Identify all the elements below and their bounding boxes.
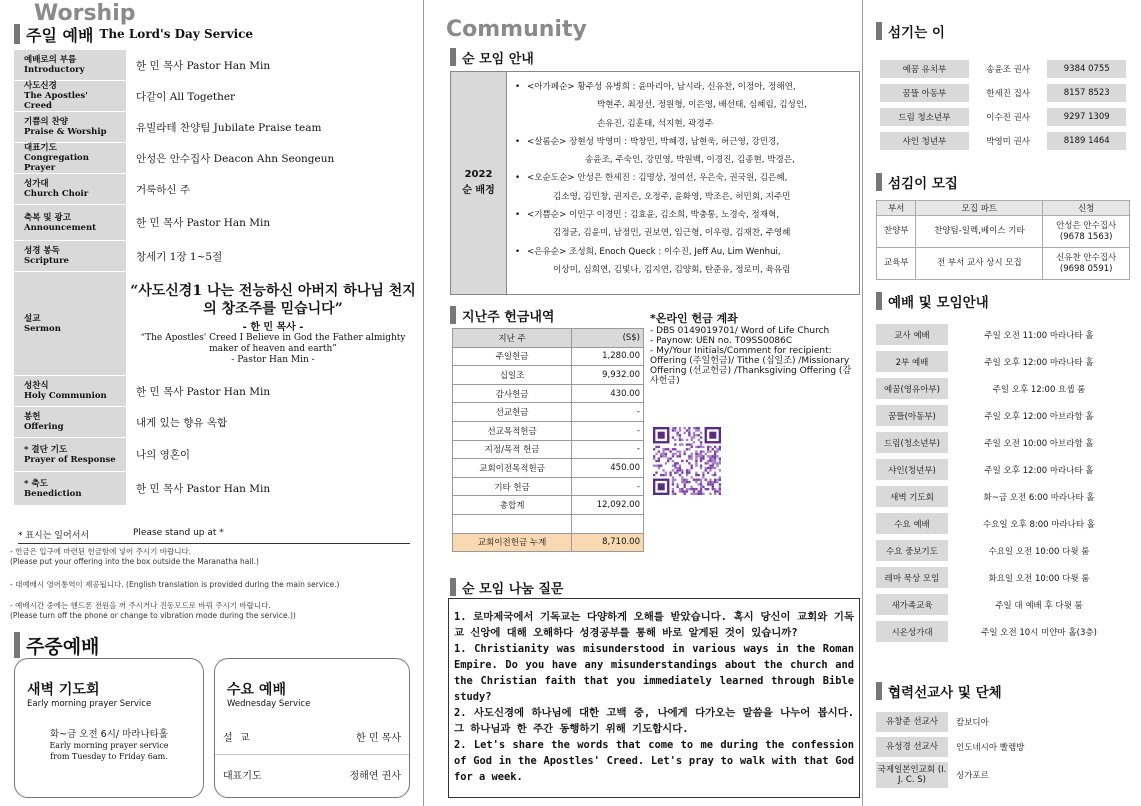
order-row <box>14 50 420 81</box>
table-row: 국제일본인교회 (I. J. C. S) 싱가포르 <box>876 762 1130 788</box>
qr-code-icon <box>653 427 721 495</box>
section-bar <box>14 632 20 658</box>
order-label: 성경 봉독 Scripture <box>14 241 126 271</box>
question-text: 2. 사도신경에 하나님에 대한 고백 중, 나에게 다가오는 말씀을 나누어 봅시다. 그 하나님과 한 주간 동행하기 위해 기도합시다. <box>454 707 854 735</box>
column-divider <box>423 0 424 806</box>
missions-section-title: 협력선교사 및 단체 <box>876 682 1002 700</box>
servers-column <box>864 0 1141 806</box>
order-value: 나의 영혼이 <box>136 449 191 461</box>
translation-note: - 대예배시 영어통역이 제공됩니다. (English translation is provided during the main service.) <box>10 580 340 589</box>
midweek-section-title: 주중예배 <box>14 632 99 658</box>
table-row: 교사 예배 주일 오전 11:00 마라나타 홀 <box>876 324 1130 345</box>
offering-section-title: 지난주 헌금내역 <box>450 306 554 324</box>
table-row: 감사헌금 430.00 <box>453 384 644 403</box>
order-label: 대표기도 Congregation Prayer <box>14 143 126 173</box>
order-row <box>14 472 420 506</box>
order-label: 성가대 Church Choir <box>14 174 126 204</box>
order-value: 다같이 All Together <box>136 90 236 103</box>
order-row <box>14 112 420 143</box>
table-row: 새가족교육 주일 대 예배 후 다윗 룸 <box>876 594 1130 615</box>
wed-row: 대표기도 정해연 권사 <box>223 771 401 782</box>
online-offering-info <box>650 314 855 386</box>
sermon-pastor-en: - Pastor Han Min - <box>231 354 315 365</box>
missions-table <box>876 707 1130 793</box>
order-row <box>14 241 420 272</box>
order-label: 사도신경 The Apostles' Creed <box>14 81 126 111</box>
stand-note: * 표시는 일어서서 Please stand up at * <box>18 528 410 544</box>
offering-note: - 헌금은 입구에 마련된 헌금함에 넣어 주시기 바랍니다. (Please put your offering into the box outside the Maranatha hall.) <box>10 547 259 566</box>
question-section-title: 순 모임 나눔 질문 <box>450 578 563 596</box>
order-value: 유빌라테 찬양팀 Jubilate Praise team <box>136 121 322 134</box>
schedule-section-title: 예배 및 모임안내 <box>876 292 989 310</box>
list-item: • <오순도순> 안성은 한세진 : 김명상, 정여선, 우은숙, 권국원, 김은혜, 김소영, 김민창, 권지은, 오정주, 윤화영, 박조은, 허민회, 지주민 <box>515 173 791 202</box>
order-label: 기쁨의 찬양 Praise & Worship <box>14 112 126 142</box>
recruit-section-title: 섬김이 모집 <box>876 173 958 191</box>
order-row <box>14 438 420 472</box>
table-row: 새벽 기도회 화~금 오전 6:00 마라나타 홀 <box>876 486 1130 507</box>
order-row <box>14 205 420 241</box>
cell-section-title: 순 모임 안내 <box>450 48 534 66</box>
list-item: • <아가페순> 황주성 유병희 : 윤마리아, 남시라, 신유찬, 이정아, 정해연, 박현주, 최정선, 정원형, 이은영, 배선태, 심혜림, 김성인, 손유진, 김훈태, 석지현, 곽경주 <box>515 82 807 129</box>
table-row: 부서 모집 파트 신청 <box>877 201 1130 216</box>
table-row: 유성경 선교사 인도네시아 빨렘방 <box>876 737 1130 757</box>
wed-row: 설 교 한 민 목사 <box>215 729 409 755</box>
online-title: *온라인 헌금 계좌 <box>650 312 738 325</box>
order-value: 한 민 목사 Pastor Han Min <box>136 483 271 495</box>
question-text: 2. Let's share the words that come to me during the confession of God in the Apostles' Creed. Let's pray to walk with that God for a week. <box>454 739 854 783</box>
order-value: 한 민 목사 Pastor Han Min <box>136 385 271 398</box>
order-value: 내게 있는 향유 옥합 <box>136 416 228 429</box>
table-row: 꿈뜰 아동부 한세진 집사 8157 8523 <box>880 84 1126 102</box>
online-line: - My/Your Initials/Comment for recipient: Offering (주일헌금)/ Tithe (십일조) /Missionary Offering (선교헌금) /Thanksgiving Offering (감사헌금) <box>650 346 852 386</box>
list-item: • <살롬순> 장현성 박영미 : 박창민, 박혜경, 남현욱, 허근영, 강민경, 송윤조, 주숙인, 강민영, 박원백, 이경진, 김종현, 박경은, <box>515 136 795 166</box>
question-text: 1. 로마제국에서 기독교는 다양하게 오해를 받았습니다. 혹시 당신이 교회와 기독교 신앙에 대해 오해하다 성경공부를 통해 바로 알게된 것이 있습니까? <box>454 611 854 639</box>
question-text: 1. Christianity was misunderstood in various ways in the Roman Empire. Do you have any misunderstandings about the church and the Christian faith that you immediately learned through Bible study? <box>454 643 854 703</box>
online-line: - DBS 0149019701/ Word of Life Church <box>650 326 830 336</box>
table-row: 유창준 선교사 캄보디아 <box>876 712 1130 732</box>
table-row: 총합계 12,092.00 <box>453 496 644 515</box>
dawn-subtitle: Early morning prayer Service <box>27 699 152 709</box>
table-row: 지정/목적 헌금 - <box>453 440 644 459</box>
table-row: 수요 중보기도 수요일 오전 10:00 다윗 룸 <box>876 540 1130 561</box>
cell-assignment-box <box>450 71 860 295</box>
order-value: 안성은 안수집사 Deacon Ahn Seongeun <box>136 152 335 165</box>
recruit-table <box>876 200 1130 280</box>
order-value: 한 민 목사 Pastor Han Min <box>136 217 271 229</box>
order-value: 한 민 목사 Pastor Han Min <box>136 59 271 72</box>
worship-section-title <box>14 24 253 44</box>
table-row: 선교헌금 - <box>453 403 644 422</box>
sermon-box <box>126 282 420 366</box>
online-line: - Paynow: UEN no. T09SS0086C <box>650 336 793 346</box>
table-row: 십일조 9,932.00 <box>453 366 644 385</box>
question-box <box>448 598 860 798</box>
table-row: 찬양부 찬양팀-일렉,베이스 기타 안성은 안수집사 (9678 1563) <box>877 216 1130 248</box>
order-row <box>14 143 420 174</box>
list-item: • <은유순> 조성희, Enoch Queck : 이수진, Jeff Au, Lim Wenhui, 이상미, 심희연, 김빛나, 김지연, 김양회, 탄준유, 정로미, 육유림 <box>515 246 791 275</box>
table-row: 2부 예배 주일 오후 12:00 마라나타 홀 <box>876 351 1130 372</box>
table-row: 레마 묵상 모임 화요일 오전 10:00 다윗 룸 <box>876 567 1130 588</box>
section-bar <box>14 24 20 44</box>
table-row: 교회이전헌금 누계 8,710.00 <box>453 533 644 552</box>
table-row: 샤인(청년부) 주일 오후 12:00 마라나타 홀 <box>876 459 1130 480</box>
order-row <box>14 376 420 407</box>
worship-column <box>0 0 420 806</box>
sermon-pastor-ko: - 한 민 목사 - <box>242 321 304 333</box>
worship-eng-header: Worship <box>34 1 136 26</box>
table-row: 기타 헌금 - <box>453 477 644 496</box>
community-column <box>440 0 863 806</box>
table-row: 샤인 청년부 박영미 권사 8189 1464 <box>880 132 1126 150</box>
table-row: 드림 청소년부 이수진 권사 9297 1309 <box>880 108 1126 126</box>
table-row: 꿈뜰(아동부) 주일 오후 12:00 아브라함 홀 <box>876 405 1130 426</box>
order-label: 축복 및 광고 Announcement <box>14 205 126 240</box>
table-row: 예꿈(영유아부) 주일 오후 12:00 요셉 룸 <box>876 378 1130 399</box>
dawn-time: 화~금 오전 6시/ 마라나타홀 Early morning prayer service from Tuesday to Friday 6am. <box>49 729 169 761</box>
order-label: 설교 Sermon <box>14 272 126 375</box>
table-row: 지난 주 (S$) <box>453 329 644 348</box>
schedule-table <box>876 318 1130 648</box>
servers-table <box>878 54 1128 156</box>
community-header: Community <box>446 17 587 42</box>
phone-note: - 예배시간 중에는 핸드폰 전원을 꺼 주시거나 진동모드로 바꿔 주시기 바랍니다. (Please turn off the phone or change to vibration mode during the service.)) <box>10 601 296 620</box>
table-row: 주일헌금 1,280.00 <box>453 347 644 366</box>
cell-list <box>507 72 859 294</box>
order-label: 봉헌 Offering <box>14 407 126 437</box>
cell-year-label: 2022 순 배정 <box>451 72 507 294</box>
wed-title: 수요 예배 <box>227 682 286 698</box>
table-row: 교육부 전 부서 교사 상시 모집 신유찬 안수집사 (9698 0591) <box>877 248 1130 280</box>
table-row: 예꿈 유치부 송윤조 권사 9384 0755 <box>880 60 1126 78</box>
servers-section-title: 섬기는 이 <box>876 22 945 40</box>
sermon-row <box>14 272 420 376</box>
table-row: 교회이전목적헌금 450.00 <box>453 459 644 478</box>
order-label: * 축도 Benediction <box>14 472 126 505</box>
order-row <box>14 81 420 112</box>
order-label: 성찬식 Holy Communion <box>14 376 126 406</box>
worship-title-en: The Lord's Day Service <box>99 27 254 41</box>
wednesday-service-box <box>214 658 410 798</box>
sermon-title-ko: “사도신경1 나는 전능하신 아버지 하나님 천지의 창조주를 믿습니다” <box>130 282 416 317</box>
order-label: 예배로의 부름 Introductory <box>14 50 126 80</box>
order-row <box>14 174 420 205</box>
order-value: 창세기 1장 1~5절 <box>136 250 223 263</box>
list-item: • <기쁨순> 이민구 이경민 : 김효윤, 김소희, 박충통, 노경숙, 정재혁, 김정균, 김윤미, 남정민, 권보연, 임근형, 이우령, 김재찬, 주영혜 <box>515 210 791 239</box>
table-row <box>453 514 644 533</box>
dawn-title: 새벽 기도회 <box>27 682 100 698</box>
order-value: 거룩하신 주 <box>136 183 191 196</box>
offering-table <box>452 328 644 552</box>
table-row: 드림(청소년부) 주일 오전 10:00 아브라함 홀 <box>876 432 1130 453</box>
table-row: 시온성가대 주일 오전 10시 미얀마 홀(3층) <box>876 621 1130 642</box>
table-row: 선교목적헌금 - <box>453 421 644 440</box>
order-row <box>14 407 420 438</box>
order-of-service <box>14 50 420 506</box>
order-label: * 결단 기도 Prayer of Response <box>14 438 126 471</box>
table-row: 수요 예배 수요일 오후 8:00 마라나타 홀 <box>876 513 1130 534</box>
worship-title-ko: 주일 예배 <box>26 25 94 45</box>
dawn-prayer-box <box>14 658 204 798</box>
sermon-title-en: “The Apostles' Creed I Believe in God the Father almighty maker of heaven and earth” <box>140 332 406 354</box>
wed-subtitle: Wednesday Service <box>227 699 311 709</box>
